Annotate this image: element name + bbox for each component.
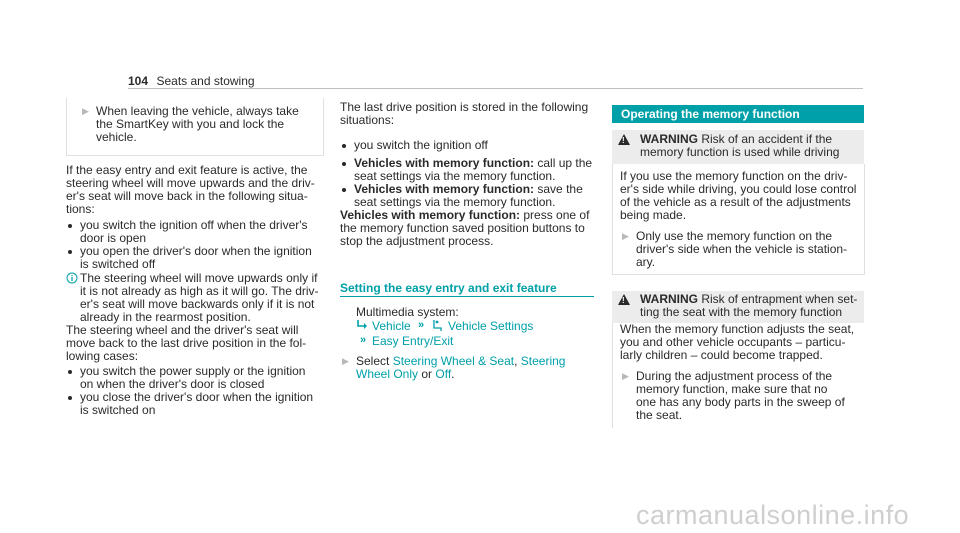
warning-label: WARNING: [640, 132, 698, 146]
info-icon: [66, 272, 78, 284]
menu-path-vehicle-settings: Vehicle Settings: [448, 319, 534, 333]
text-line: being made.: [620, 208, 687, 222]
list-item: [354, 157, 592, 183]
text-line: one has any body parts in the sweep of: [636, 395, 845, 409]
list-item: [80, 219, 308, 245]
bullet: [342, 162, 346, 166]
text-line: is switched on: [80, 403, 156, 417]
warning-exclamation: !: [622, 296, 625, 305]
text-line: ary.: [636, 255, 656, 269]
option-steering-wheel-only: Steering: [520, 354, 566, 368]
text-line: The steering wheel and the driver's seat will: [66, 323, 299, 337]
list-item: [80, 391, 313, 417]
list-item: [80, 245, 312, 271]
text-line: move back to the last drive position in the fol-: [66, 336, 307, 350]
para-press: [340, 209, 589, 248]
text-line: you open the driver's door when the ignition: [80, 244, 312, 258]
text-line: ting the seat with the memory function: [640, 305, 843, 319]
warning-body: [620, 323, 854, 362]
para-stored: [340, 101, 588, 127]
text-line: During the adjustment process of the: [636, 369, 833, 383]
section-name: Seats and stowing: [156, 74, 255, 88]
text-line: tions:: [66, 202, 95, 216]
bullet: [68, 370, 72, 374]
bold-label: Vehicles with memory function:: [354, 156, 535, 170]
list-item: [80, 365, 305, 391]
text-line: you close the driver's door when the ignition: [80, 390, 314, 404]
text-line: [356, 368, 565, 381]
menu-path-vehicle: Vehicle: [372, 319, 411, 333]
memory-function-heading: Operating the memory function: [612, 105, 864, 123]
multimedia-label: Multimedia system:: [356, 305, 459, 319]
text-line: When the memory function adjusts the seat,: [620, 322, 855, 336]
bold-label: Vehicles with memory function:: [354, 182, 535, 196]
option-off: Off: [435, 367, 452, 381]
menu-path-easy-entry: Easy Entry/Exit: [372, 334, 454, 348]
watermark: carmanualsonline.info: [636, 500, 910, 530]
arrow-icon: ▶: [622, 371, 629, 381]
text-line: the memory function saved position buttons to: [340, 221, 585, 235]
bullet: [342, 188, 346, 192]
warning-title: [640, 133, 839, 159]
text-span: save the: [534, 182, 583, 196]
tip-line: vehicle.: [96, 130, 137, 144]
text-line: Only use the memory function on the: [636, 229, 833, 243]
text-line: lowing cases:: [66, 349, 139, 363]
section-rule: [340, 296, 594, 297]
text-line: memory function is used while driving: [640, 145, 840, 159]
warning-tip: [636, 370, 845, 422]
text-line: on when the driver's door is closed: [80, 377, 265, 391]
list-item: [354, 183, 583, 209]
warning-title: [640, 293, 857, 319]
text-line: seat settings via the memory function.: [354, 195, 556, 209]
section-heading: Setting the easy entry and exit feature: [340, 281, 557, 295]
text-line: you switch the ignition off: [354, 138, 488, 152]
text-line: The last drive position is stored in the following: [340, 100, 589, 114]
text-line: you switch the power supply or the ignition: [80, 364, 306, 378]
text-line: larly children – could become trapped.: [620, 348, 823, 362]
bullet: [68, 250, 72, 254]
text-line: If you use the memory function on the driv-: [620, 169, 848, 183]
text-line: the seat.: [636, 408, 683, 422]
bullet: [342, 144, 346, 148]
text-line: you switch the ignition off when the driver's: [80, 218, 308, 232]
arrow-icon: ▶: [342, 356, 349, 366]
text-span: or: [418, 367, 436, 381]
header-rule: [128, 88, 863, 89]
text-line: you and other vehicle occupants – particu-: [620, 335, 846, 349]
bullet: [68, 224, 72, 228]
para-last-drive: [66, 324, 306, 363]
text-line: stop the adjustment process.: [340, 234, 494, 248]
text-line: er's side while driving, you could lose control: [620, 182, 857, 196]
text-span: .: [451, 367, 455, 381]
double-chevron-icon: »: [418, 319, 425, 331]
list-item: [354, 139, 488, 152]
select-instruction: [356, 355, 565, 381]
text-line: situations:: [340, 113, 395, 127]
para-easy-entry: [66, 164, 315, 216]
tip-line: the SmartKey with you and lock the: [96, 117, 285, 131]
option-steering-wheel-seat: Steering Wheel & Seat: [392, 354, 515, 368]
text-span: call up the: [534, 156, 593, 170]
warning-exclamation: !: [622, 136, 625, 145]
text-span: Risk of an accident if the: [698, 132, 833, 146]
text-line: The steering wheel will move upwards only if: [80, 271, 318, 285]
tip-line: When leaving the vehicle, always take: [96, 104, 299, 118]
car-seat-icon: [432, 319, 443, 332]
bullet: [68, 396, 72, 400]
warning-tip: [636, 230, 847, 269]
text-line: memory function, make sure that no: [636, 382, 828, 396]
tip-text: [96, 105, 299, 144]
text-line: er's seat will move backwards only if it is not: [80, 297, 315, 311]
text-line: seat settings via the memory function.: [354, 169, 556, 183]
text-span: ,: [514, 354, 521, 368]
bold-label: Vehicles with memory function:: [340, 208, 521, 222]
text-line: driver's side when the vehicle is station-: [636, 242, 848, 256]
warning-label: WARNING: [640, 292, 698, 306]
text-line: steering wheel will move upwards and the driv-: [66, 176, 315, 190]
arrow-icon: ▶: [622, 231, 629, 241]
return-arrow-icon: [356, 320, 368, 331]
arrow-icon: ▶: [82, 106, 89, 116]
option-steering-wheel-only: Wheel Only: [356, 367, 419, 381]
note-text: [80, 272, 319, 324]
text-span: Risk of entrapment when set-: [698, 292, 858, 306]
warning-body: [620, 170, 856, 222]
text-line: If the easy entry and exit feature is active, the: [66, 163, 308, 177]
text-span: Select: [356, 354, 393, 368]
text-line: of the vehicle as a result of the adjustments: [620, 195, 851, 209]
page-number: 104: [128, 74, 149, 88]
text-line: door is open: [80, 231, 147, 245]
text-line: er's seat will move back in the following situa-: [66, 189, 308, 203]
text-line: already in the rearmost position.: [80, 310, 251, 324]
double-chevron-icon: »: [360, 334, 367, 346]
text-line: it is not already as high as it will go. The driv-: [80, 284, 319, 298]
text-span: press one of: [520, 208, 590, 222]
text-line: is switched off: [80, 257, 156, 271]
